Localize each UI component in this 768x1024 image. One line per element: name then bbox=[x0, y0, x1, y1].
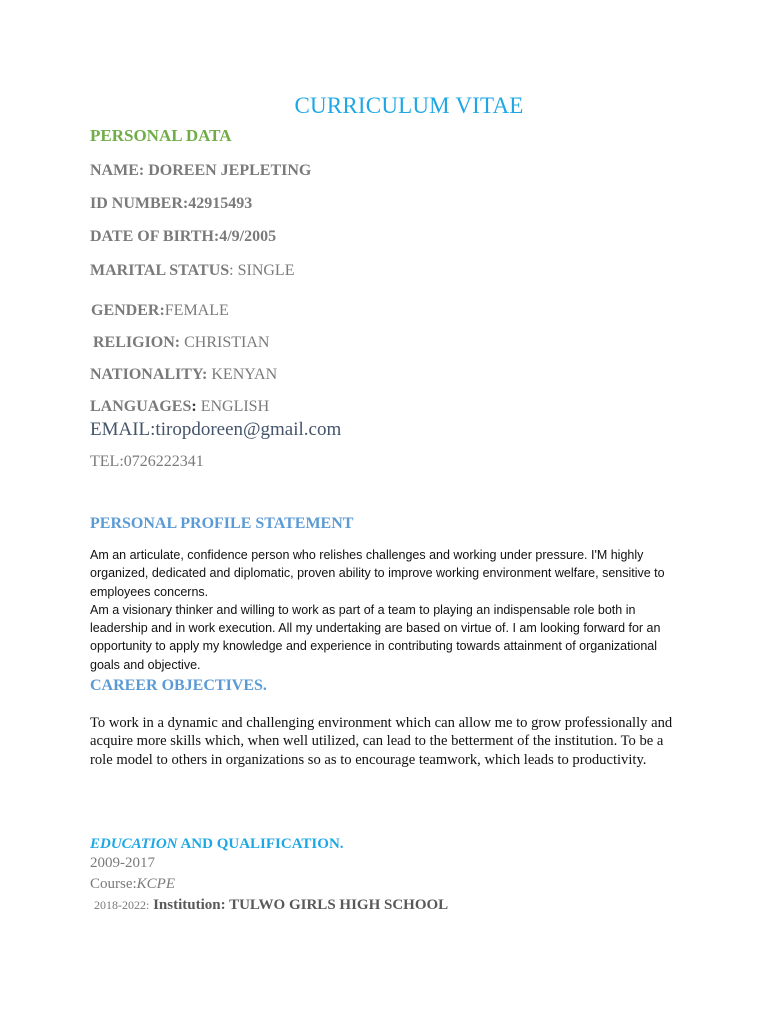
religion-value: CHRISTIAN bbox=[180, 334, 270, 351]
gender-value: FEMALE bbox=[164, 302, 229, 319]
education-heading bbox=[90, 836, 344, 853]
id-number-field bbox=[90, 195, 252, 213]
marital-status-value: : SINGLE bbox=[229, 262, 295, 279]
nationality-label: NATIONALITY: bbox=[90, 366, 208, 383]
telephone-field: TEL:0726222341 bbox=[90, 453, 204, 470]
education-heading-rest: AND QUALIFICATION. bbox=[177, 836, 344, 852]
languages-value: ENGLISH bbox=[196, 398, 270, 415]
religion-field bbox=[93, 334, 269, 352]
document-title: CURRICULUM VITAE bbox=[294, 93, 524, 118]
gender-label: GENDER: bbox=[91, 302, 165, 319]
name-text: NAME: DOREEN JEPLETING bbox=[90, 162, 312, 179]
languages-field bbox=[90, 398, 269, 416]
education-course bbox=[90, 876, 175, 893]
name-field bbox=[90, 162, 311, 180]
career-objectives-heading: CAREER OBJECTIVES. bbox=[90, 677, 267, 694]
course-value: KCPE bbox=[136, 876, 176, 892]
education-secondary bbox=[94, 896, 448, 914]
id-number-text: ID NUMBER:42915493 bbox=[90, 195, 253, 212]
marital-status-label: MARITAL STATUS bbox=[90, 262, 230, 279]
religion-label: RELIGION: bbox=[93, 334, 181, 351]
email-field: EMAIL:tiropdoreen@gmail.com bbox=[90, 419, 342, 440]
course-label: Course: bbox=[90, 876, 137, 892]
date-of-birth-text: DATE OF BIRTH:4/9/2005 bbox=[90, 228, 277, 245]
education-years-primary: 2009-2017 bbox=[90, 855, 155, 871]
education-heading-italic: EDUCATION bbox=[90, 836, 178, 852]
education-years-secondary: 2018-2022: bbox=[94, 898, 150, 912]
nationality-value: KENYAN bbox=[207, 366, 278, 383]
career-objectives-paragraph: To work in a dynamic and challenging environment which can allow me to grow professionally and acquire more skills which, when well utilized, can lead to the betterment of the institution. To be a role model to others in organizations so as to encourage teamwork, which leads to productivity. bbox=[90, 715, 673, 768]
date-of-birth-field bbox=[90, 228, 276, 246]
gender-field bbox=[91, 302, 229, 320]
career-objectives-text bbox=[90, 714, 680, 769]
profile-paragraph-1: Am an articulate, confidence person who relishes challenges and working under pressure. I'M highly organized, dedicated and diplomatic, proven ability to improve working environment welfare, sensitive to employees concerns. bbox=[90, 548, 665, 599]
profile-statement bbox=[90, 546, 690, 674]
marital-status-field bbox=[90, 262, 294, 280]
languages-colon: : bbox=[191, 398, 197, 415]
profile-heading: PERSONAL PROFILE STATEMENT bbox=[90, 515, 354, 532]
profile-paragraph-2: Am a visionary thinker and willing to work as part of a team to playing an indispensable role both in leadership and in work execution. All my undertaking are based on virtue of. I am looking forward for an opportunity to apply my knowledge and experience in contributing towards attainment of organizational goals and objective. bbox=[90, 602, 661, 672]
institution-name: Institution: TULWO GIRLS HIGH SCHOOL bbox=[149, 897, 449, 913]
personal-data-heading: PERSONAL DATA bbox=[90, 126, 232, 145]
languages-label: LANGUAGES bbox=[90, 398, 192, 415]
nationality-field bbox=[90, 366, 277, 384]
